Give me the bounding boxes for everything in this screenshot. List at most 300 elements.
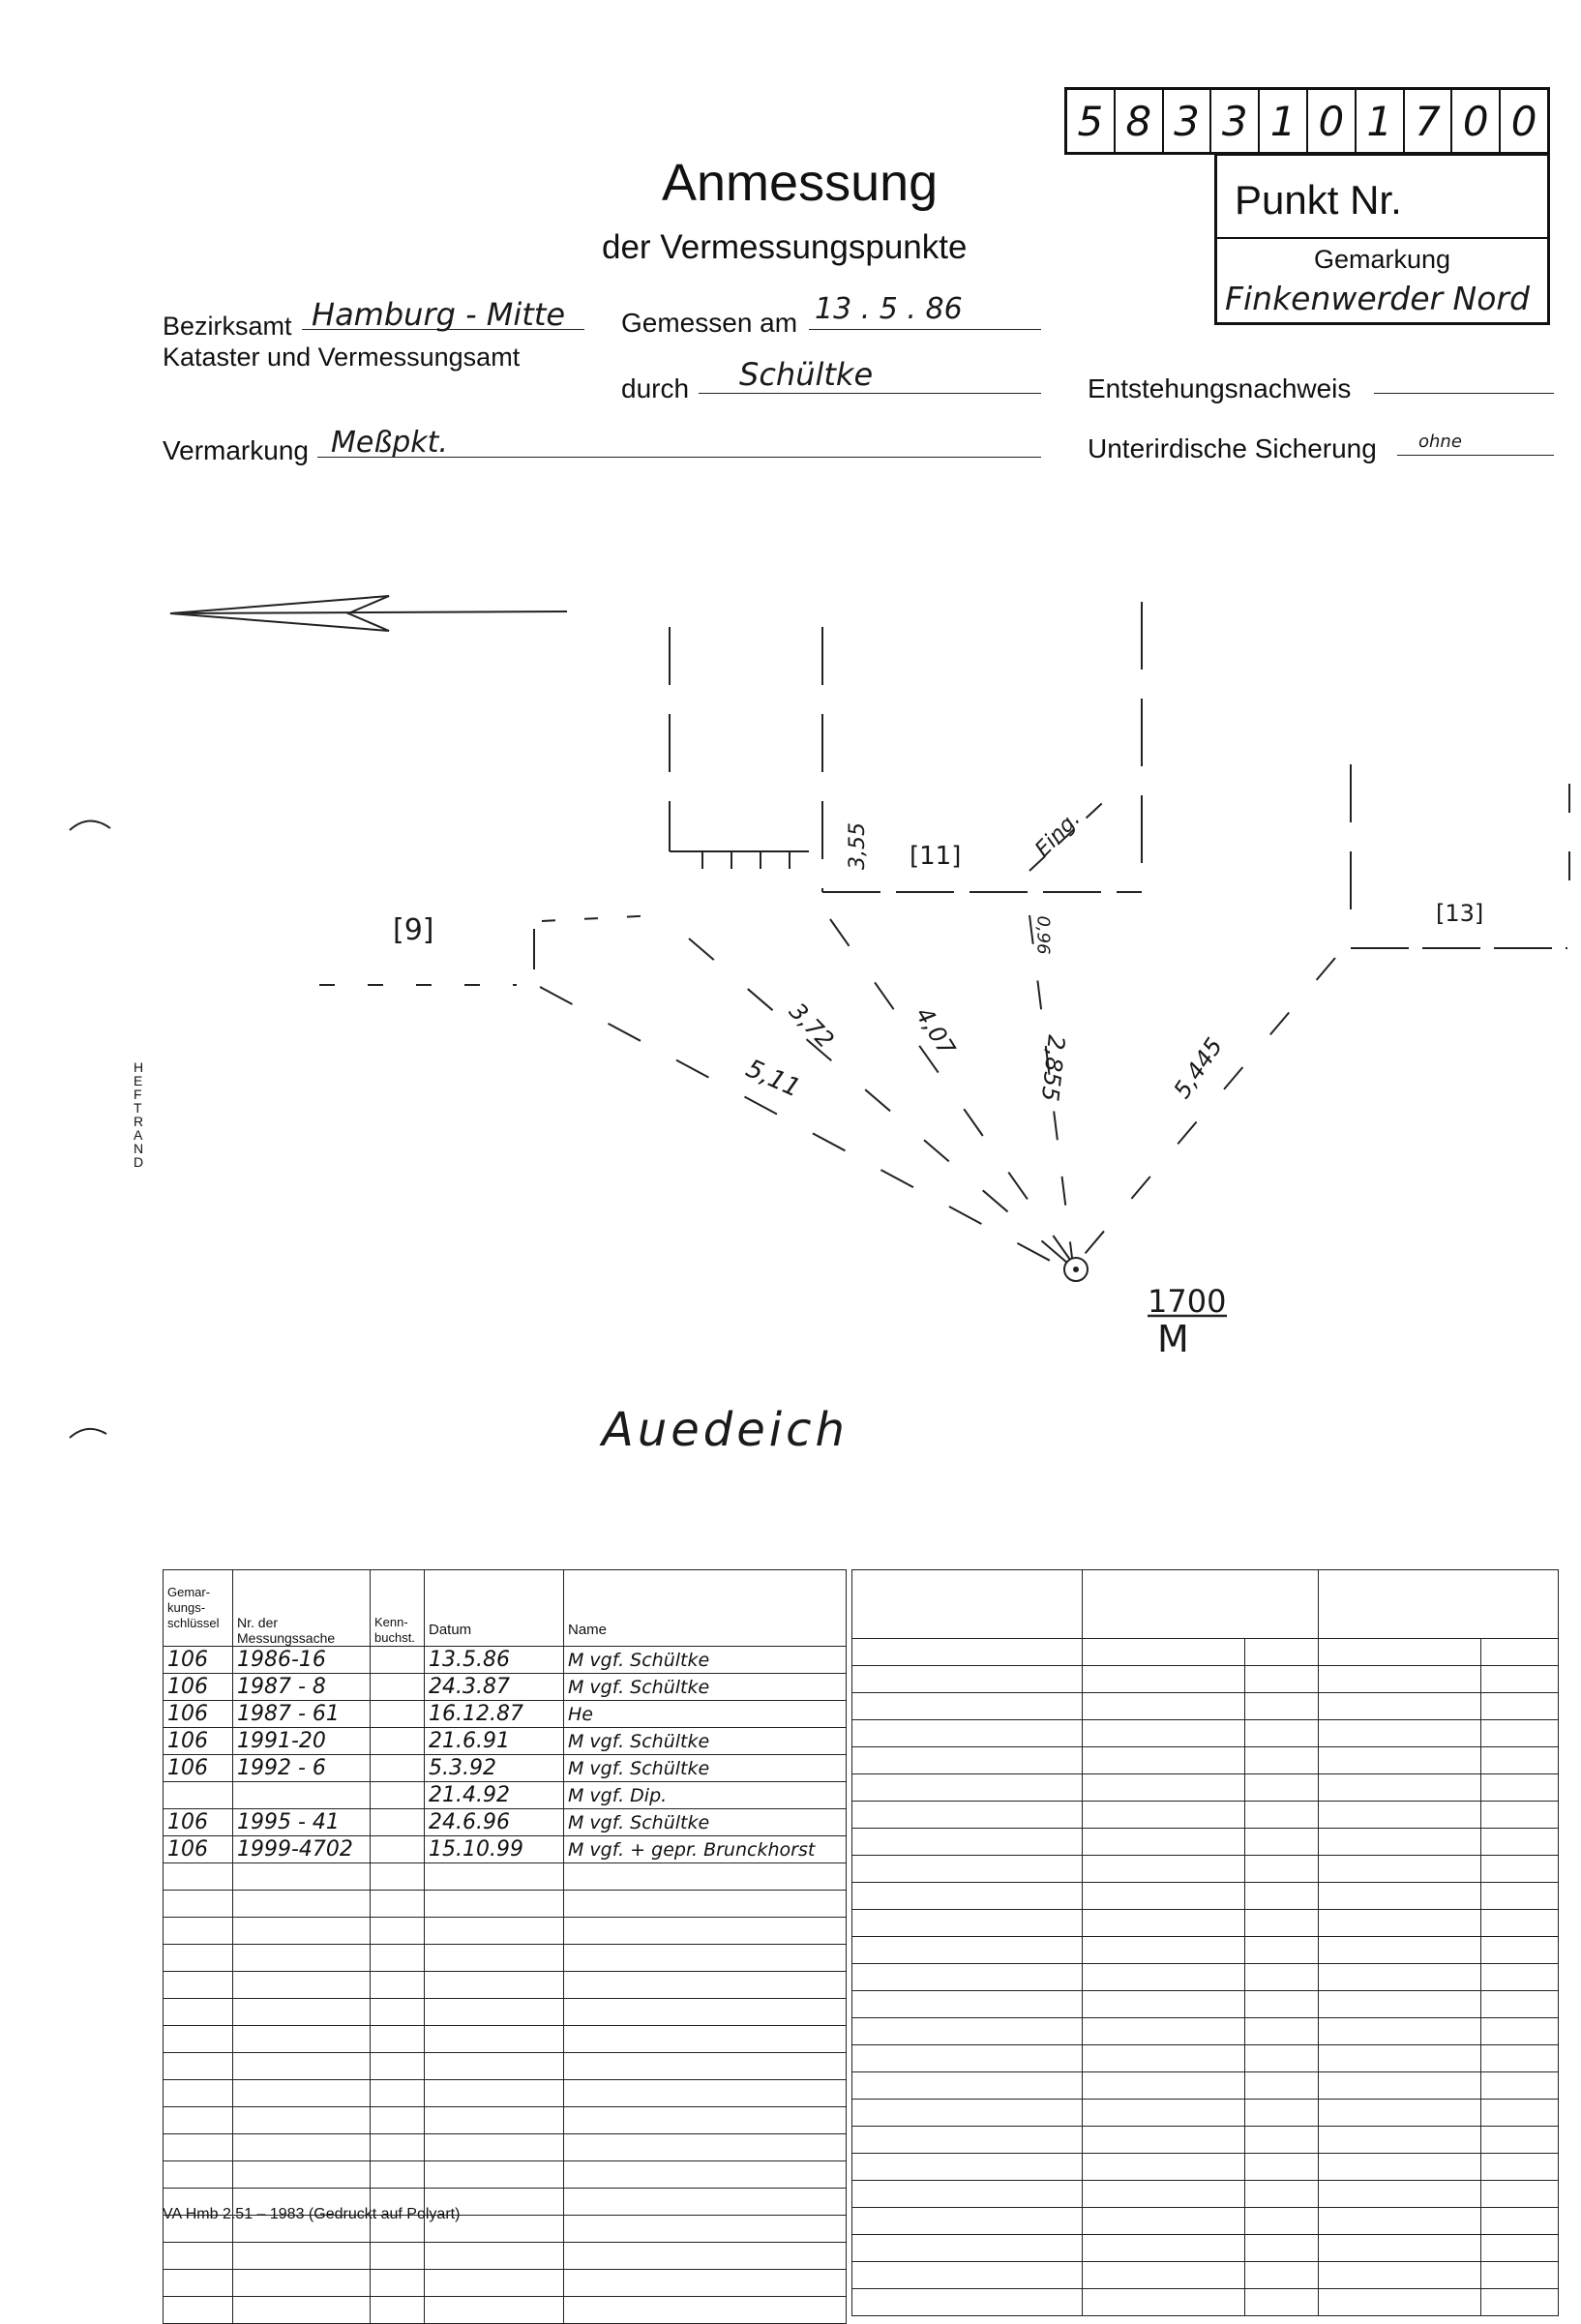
table-row xyxy=(164,1918,847,1945)
table-row xyxy=(164,1755,847,1782)
table-row xyxy=(852,2127,1559,2154)
parcel-label: [13] xyxy=(1436,900,1484,927)
cell-datum xyxy=(425,2134,564,2161)
cell-name: M vgf. + gepr. Brunckhorst xyxy=(564,1836,847,1863)
empty-cell xyxy=(1319,1991,1481,2018)
cell-nr xyxy=(233,2026,371,2053)
table-row xyxy=(164,1945,847,1972)
cell-nr: 1986-16 xyxy=(233,1647,371,1674)
col-kennbuchst: Kenn-buchst. xyxy=(371,1570,425,1647)
empty-cell xyxy=(1083,2208,1245,2235)
table-row xyxy=(852,1910,1559,1937)
table-row xyxy=(852,2045,1559,2072)
table-row xyxy=(164,1863,847,1891)
distance-label: 2,855 xyxy=(1035,1033,1070,1103)
cell-datum xyxy=(425,1863,564,1891)
vermarkung-label: Vermarkung xyxy=(163,435,309,465)
cell-name xyxy=(564,2189,847,2216)
table-row xyxy=(852,1883,1559,1910)
col-gemarkung: Gemar-kungs-schlüssel xyxy=(164,1570,233,1647)
digit: 0 xyxy=(1308,90,1357,152)
cell-datum xyxy=(425,1945,564,1972)
cell-datum: 21.4.92 xyxy=(425,1782,564,1809)
cell-kennbuchst xyxy=(371,2134,425,2161)
cell-name: M vgf. Schültke xyxy=(564,1647,847,1674)
cell-gemarkung xyxy=(164,1891,233,1918)
table-row xyxy=(164,2297,847,2324)
cell-name xyxy=(564,2134,847,2161)
register-header xyxy=(164,1570,847,1647)
cell-gemarkung: 106 xyxy=(164,1674,233,1701)
cell-nr xyxy=(233,1918,371,1945)
empty-cell xyxy=(1481,1937,1559,1964)
cell-kennbuchst xyxy=(371,1809,425,1836)
empty-cell xyxy=(1319,1802,1481,1829)
cell-gemarkung: 106 xyxy=(164,1836,233,1863)
cell-nr xyxy=(233,1891,371,1918)
empty-cell xyxy=(1481,2208,1559,2235)
distance-label: 5,445 xyxy=(1168,1032,1229,1104)
empty-cell xyxy=(1083,2018,1245,2045)
cell-gemarkung xyxy=(164,2134,233,2161)
cell-nr: 1999-4702 xyxy=(233,1836,371,1863)
parcel-label: [11] xyxy=(910,842,962,871)
col-name: Name xyxy=(564,1570,847,1647)
cell-gemarkung xyxy=(164,2107,233,2134)
empty-cell xyxy=(1481,1774,1559,1802)
table-row xyxy=(852,1991,1559,2018)
empty-cell xyxy=(852,1964,1083,1991)
table-row xyxy=(164,1809,847,1836)
digit: 5 xyxy=(1067,90,1116,152)
empty-cell xyxy=(852,1883,1083,1910)
empty-cell xyxy=(1481,2100,1559,2127)
cell-gemarkung xyxy=(164,1782,233,1809)
cell-nr xyxy=(233,1782,371,1809)
cell-kennbuchst xyxy=(371,2053,425,2080)
table-row xyxy=(164,2026,847,2053)
cell-kennbuchst xyxy=(371,1647,425,1674)
empty-cell xyxy=(852,2100,1083,2127)
table-row xyxy=(852,1856,1559,1883)
empty-cell xyxy=(1319,1720,1481,1747)
cell-nr xyxy=(233,2270,371,2297)
punkt-label: Punkt Nr. xyxy=(1235,177,1402,223)
empty-cell xyxy=(1245,1937,1319,1964)
table-row xyxy=(852,1774,1559,1802)
table-row xyxy=(164,1701,847,1728)
empty-cell xyxy=(1319,2072,1481,2100)
empty-cell xyxy=(852,2208,1083,2235)
unterirdisch-value: ohne xyxy=(1418,432,1462,452)
cell-kennbuchst xyxy=(371,1863,425,1891)
empty-cell xyxy=(852,1720,1083,1747)
bezirksamt-value: Hamburg - Mitte xyxy=(312,296,566,333)
empty-cell xyxy=(1319,1910,1481,1937)
unterirdisch-label: Unterirdische Sicherung xyxy=(1088,433,1377,463)
empty-cell xyxy=(1083,1666,1245,1693)
empty-cell xyxy=(1245,1802,1319,1829)
cell-kennbuchst xyxy=(371,1728,425,1755)
cell-gemarkung xyxy=(164,2053,233,2080)
empty-cell xyxy=(1319,1883,1481,1910)
empty-cell xyxy=(852,2072,1083,2100)
cell-gemarkung: 106 xyxy=(164,1755,233,1782)
north-arrow-icon xyxy=(170,596,567,631)
cell-kennbuchst xyxy=(371,2161,425,2189)
empty-cell xyxy=(1481,1883,1559,1910)
gemarkung-label: Gemarkung xyxy=(1313,245,1451,274)
empty-cell xyxy=(1245,2181,1319,2208)
cell-nr xyxy=(233,2134,371,2161)
cell-gemarkung xyxy=(164,1999,233,2026)
empty-cell xyxy=(852,1774,1083,1802)
empty-cell xyxy=(1083,1802,1245,1829)
table-row xyxy=(164,1836,847,1863)
empty-cell xyxy=(1481,1856,1559,1883)
empty-cell xyxy=(1481,2154,1559,2181)
empty-cell xyxy=(1245,2045,1319,2072)
empty-cell xyxy=(1245,1910,1319,1937)
empty-cell xyxy=(1319,2262,1481,2289)
cell-name: He xyxy=(564,1701,847,1728)
cell-nr: 1992 - 6 xyxy=(233,1755,371,1782)
cell-name xyxy=(564,1999,847,2026)
cell-nr: 1987 - 8 xyxy=(233,1674,371,1701)
point-type: M xyxy=(1157,1318,1189,1360)
empty-cell xyxy=(1481,2262,1559,2289)
cell-name xyxy=(564,1891,847,1918)
cell-datum: 21.6.91 xyxy=(425,1728,564,1755)
cell-nr xyxy=(233,2243,371,2270)
empty-cell xyxy=(1481,1910,1559,1937)
cell-nr xyxy=(233,2107,371,2134)
empty-cell xyxy=(1319,2289,1481,2316)
empty-cell xyxy=(1083,2181,1245,2208)
empty-cell xyxy=(1481,1802,1559,1829)
empty-cell xyxy=(1245,1964,1319,1991)
cell-gemarkung: 106 xyxy=(164,1809,233,1836)
empty-cell xyxy=(1319,1856,1481,1883)
empty-cell xyxy=(1481,2181,1559,2208)
empty-cell xyxy=(1319,1693,1481,1720)
empty-cell xyxy=(1245,2262,1319,2289)
empty-cell xyxy=(1481,1747,1559,1774)
empty-cell xyxy=(852,1802,1083,1829)
empty-cell xyxy=(1245,2127,1319,2154)
cell-name xyxy=(564,1918,847,1945)
cell-name xyxy=(564,2026,847,2053)
empty-cell xyxy=(1319,1964,1481,1991)
cell-kennbuchst xyxy=(371,1782,425,1809)
empty-cell xyxy=(1481,1829,1559,1856)
empty-cell xyxy=(852,1666,1083,1693)
empty-cell xyxy=(1083,2072,1245,2100)
cell-nr xyxy=(233,1863,371,1891)
empty-cell xyxy=(852,1829,1083,1856)
table-row xyxy=(164,1674,847,1701)
empty-cell xyxy=(1245,1747,1319,1774)
cell-gemarkung xyxy=(164,2243,233,2270)
form-subtitle: der Vermessungspunkte xyxy=(602,228,968,266)
empty-cell xyxy=(852,2154,1083,2181)
cell-datum: 15.10.99 xyxy=(425,1836,564,1863)
table-row xyxy=(852,2208,1559,2235)
durch-label: durch xyxy=(621,373,690,403)
footer-note: VA Hmb 2.51 – 1983 (Gedruckt auf Polyart) xyxy=(163,2206,461,2222)
cell-gemarkung xyxy=(164,1863,233,1891)
empty-cell xyxy=(1319,1774,1481,1802)
empty-cell xyxy=(1481,2045,1559,2072)
point-number: 1700 xyxy=(1148,1283,1227,1320)
empty-cell xyxy=(852,1856,1083,1883)
table-row xyxy=(852,1802,1559,1829)
empty-cell xyxy=(852,2262,1083,2289)
empty-cell xyxy=(1083,2127,1245,2154)
table-row xyxy=(852,2154,1559,2181)
cell-name: M vgf. Schültke xyxy=(564,1728,847,1755)
table-row xyxy=(852,1964,1559,1991)
empty-cell xyxy=(1245,2289,1319,2316)
table-row xyxy=(164,2053,847,2080)
empty-cell xyxy=(1245,1856,1319,1883)
cell-kennbuchst xyxy=(371,1674,425,1701)
cell-datum xyxy=(425,2161,564,2189)
cell-kennbuchst xyxy=(371,1999,425,2026)
empty-cell xyxy=(1245,1720,1319,1747)
empty-cell xyxy=(852,2018,1083,2045)
empty-cell xyxy=(1481,1693,1559,1720)
empty-cell xyxy=(852,1910,1083,1937)
empty-cell xyxy=(852,2127,1083,2154)
empty-cell xyxy=(1245,2100,1319,2127)
empty-cell xyxy=(1083,1639,1245,1666)
empty-cell xyxy=(852,1639,1083,1666)
register-right-header xyxy=(852,1570,1559,1639)
empty-cell xyxy=(1083,2045,1245,2072)
cell-kennbuchst xyxy=(371,1891,425,1918)
table-row xyxy=(852,1937,1559,1964)
empty-cell xyxy=(852,1693,1083,1720)
cell-name: M vgf. Schültke xyxy=(564,1755,847,1782)
empty-cell xyxy=(1083,1856,1245,1883)
empty-cell xyxy=(1245,2072,1319,2100)
empty-cell xyxy=(1481,1666,1559,1693)
empty-cell xyxy=(1319,2100,1481,2127)
empty-cell xyxy=(1245,2154,1319,2181)
empty-cell xyxy=(852,1991,1083,2018)
cell-kennbuchst xyxy=(371,1918,425,1945)
table-row xyxy=(852,1829,1559,1856)
empty-cell xyxy=(1083,1774,1245,1802)
table-row xyxy=(852,1666,1559,1693)
offset-label: 0,96 xyxy=(1032,915,1054,955)
cell-kennbuchst xyxy=(371,1972,425,1999)
cell-gemarkung xyxy=(164,2297,233,2324)
cell-nr xyxy=(233,2297,371,2324)
empty-cell xyxy=(1083,1829,1245,1856)
cell-kennbuchst xyxy=(371,2026,425,2053)
cell-gemarkung: 106 xyxy=(164,1701,233,1728)
cell-name xyxy=(564,1945,847,1972)
table-row xyxy=(164,2080,847,2107)
street-name: Auedeich xyxy=(602,1403,849,1457)
cell-kennbuchst xyxy=(371,2297,425,2324)
cell-kennbuchst xyxy=(371,1701,425,1728)
cell-nr xyxy=(233,1999,371,2026)
empty-cell xyxy=(852,1937,1083,1964)
cell-name xyxy=(564,2107,847,2134)
empty-cell xyxy=(1083,1937,1245,1964)
empty-cell xyxy=(1481,1720,1559,1747)
empty-cell xyxy=(1481,1639,1559,1666)
cell-kennbuchst xyxy=(371,2107,425,2134)
empty-cell xyxy=(1083,1883,1245,1910)
gemessen-label: Gemessen am xyxy=(621,308,798,338)
empty-cell xyxy=(1319,2045,1481,2072)
cell-datum xyxy=(425,2053,564,2080)
empty-cell xyxy=(1319,1829,1481,1856)
empty-cell xyxy=(1245,1829,1319,1856)
cell-nr xyxy=(233,2080,371,2107)
cell-nr: 1991-20 xyxy=(233,1728,371,1755)
empty-cell xyxy=(1481,2072,1559,2100)
cell-datum: 16.12.87 xyxy=(425,1701,564,1728)
cell-nr xyxy=(233,1972,371,1999)
table-row xyxy=(852,1720,1559,1747)
digit: 3 xyxy=(1164,90,1212,152)
empty-cell xyxy=(1083,1910,1245,1937)
empty-cell xyxy=(1083,1991,1245,2018)
cell-datum: 24.6.96 xyxy=(425,1809,564,1836)
empty-cell xyxy=(852,2045,1083,2072)
empty-cell xyxy=(1481,1964,1559,1991)
cell-nr: 1995 - 41 xyxy=(233,1809,371,1836)
empty-cell xyxy=(1083,2289,1245,2316)
cell-nr xyxy=(233,2053,371,2080)
digit: 0 xyxy=(1510,97,1537,145)
cell-name xyxy=(564,2216,847,2243)
heftrand-label: HEFTRAND xyxy=(134,1059,144,1170)
table-row xyxy=(852,1693,1559,1720)
cell-gemarkung: 106 xyxy=(164,1728,233,1755)
empty-cell xyxy=(1083,1964,1245,1991)
table-row xyxy=(852,2018,1559,2045)
cell-datum xyxy=(425,2243,564,2270)
gemessen-value: 13 . 5 . 86 xyxy=(815,292,963,326)
empty-cell xyxy=(1319,2208,1481,2235)
table-row xyxy=(164,1999,847,2026)
table-row xyxy=(852,2072,1559,2100)
table-row xyxy=(164,2107,847,2134)
cell-name xyxy=(564,2297,847,2324)
empty-cell xyxy=(1319,2154,1481,2181)
empty-cell xyxy=(1319,2018,1481,2045)
table-row xyxy=(164,2270,847,2297)
table-row xyxy=(852,1639,1559,1666)
cell-gemarkung xyxy=(164,1918,233,1945)
empty-cell xyxy=(1083,2262,1245,2289)
cell-name xyxy=(564,2080,847,2107)
cell-gemarkung xyxy=(164,2270,233,2297)
empty-cell xyxy=(1319,1639,1481,1666)
table-row xyxy=(164,1782,847,1809)
cell-kennbuchst xyxy=(371,2080,425,2107)
cell-name xyxy=(564,2161,847,2189)
cell-name xyxy=(564,2053,847,2080)
bezirksamt-label: Bezirksamt xyxy=(163,312,292,341)
cell-datum xyxy=(425,2297,564,2324)
empty-cell xyxy=(1083,2154,1245,2181)
digit: 3 xyxy=(1211,90,1260,152)
empty-cell xyxy=(1245,1774,1319,1802)
vermarkung-value: Meßpkt. xyxy=(331,426,448,460)
digit: 7 xyxy=(1405,90,1453,152)
empty-cell xyxy=(1083,2100,1245,2127)
empty-cell xyxy=(1083,1720,1245,1747)
cell-name xyxy=(564,1863,847,1891)
cell-kennbuchst xyxy=(371,2243,425,2270)
cell-datum xyxy=(425,2080,564,2107)
cell-kennbuchst xyxy=(371,1945,425,1972)
table-row xyxy=(852,2100,1559,2127)
cell-datum xyxy=(425,2270,564,2297)
cell-datum xyxy=(425,2026,564,2053)
cell-gemarkung xyxy=(164,2080,233,2107)
cell-kennbuchst xyxy=(371,1755,425,1782)
distance-label: 4,07 xyxy=(910,1001,961,1061)
gemarkung-value: Finkenwerder Nord xyxy=(1225,280,1530,317)
empty-cell xyxy=(1481,2289,1559,2316)
empty-cell xyxy=(1319,2127,1481,2154)
empty-cell xyxy=(1245,1666,1319,1693)
cell-nr: 1987 - 61 xyxy=(233,1701,371,1728)
empty-cell xyxy=(852,2289,1083,2316)
table-row xyxy=(164,1647,847,1674)
table-row xyxy=(164,1891,847,1918)
digit: 0 xyxy=(1452,90,1501,152)
cell-name: M vgf. Schültke xyxy=(564,1809,847,1836)
table-row xyxy=(852,2289,1559,2316)
cell-nr xyxy=(233,2161,371,2189)
cell-datum: 5.3.92 xyxy=(425,1755,564,1782)
cell-datum xyxy=(425,1918,564,1945)
offset-label: 3,55 xyxy=(845,822,870,870)
entstehung-label: Entstehungsnachweis xyxy=(1088,373,1352,403)
table-row xyxy=(164,2134,847,2161)
empty-cell xyxy=(1245,1991,1319,2018)
empty-cell xyxy=(1319,1747,1481,1774)
cell-datum xyxy=(425,1972,564,1999)
col-nr: Nr. der Messungssache xyxy=(233,1570,371,1647)
table-row xyxy=(164,2161,847,2189)
cell-kennbuchst xyxy=(371,2270,425,2297)
empty-cell xyxy=(1245,1693,1319,1720)
cell-nr xyxy=(233,1945,371,1972)
cell-kennbuchst xyxy=(371,1836,425,1863)
empty-cell xyxy=(1481,2127,1559,2154)
table-row xyxy=(852,1747,1559,1774)
distance-label: 3,72 xyxy=(784,998,840,1054)
table-row xyxy=(852,2262,1559,2289)
cell-name: M vgf. Dip. xyxy=(564,1782,847,1809)
cell-datum: 24.3.87 xyxy=(425,1674,564,1701)
cell-gemarkung xyxy=(164,1972,233,1999)
table-row xyxy=(164,1728,847,1755)
cell-datum xyxy=(425,1891,564,1918)
cell-gemarkung xyxy=(164,2026,233,2053)
cell-name: M vgf. Schültke xyxy=(564,1674,847,1701)
